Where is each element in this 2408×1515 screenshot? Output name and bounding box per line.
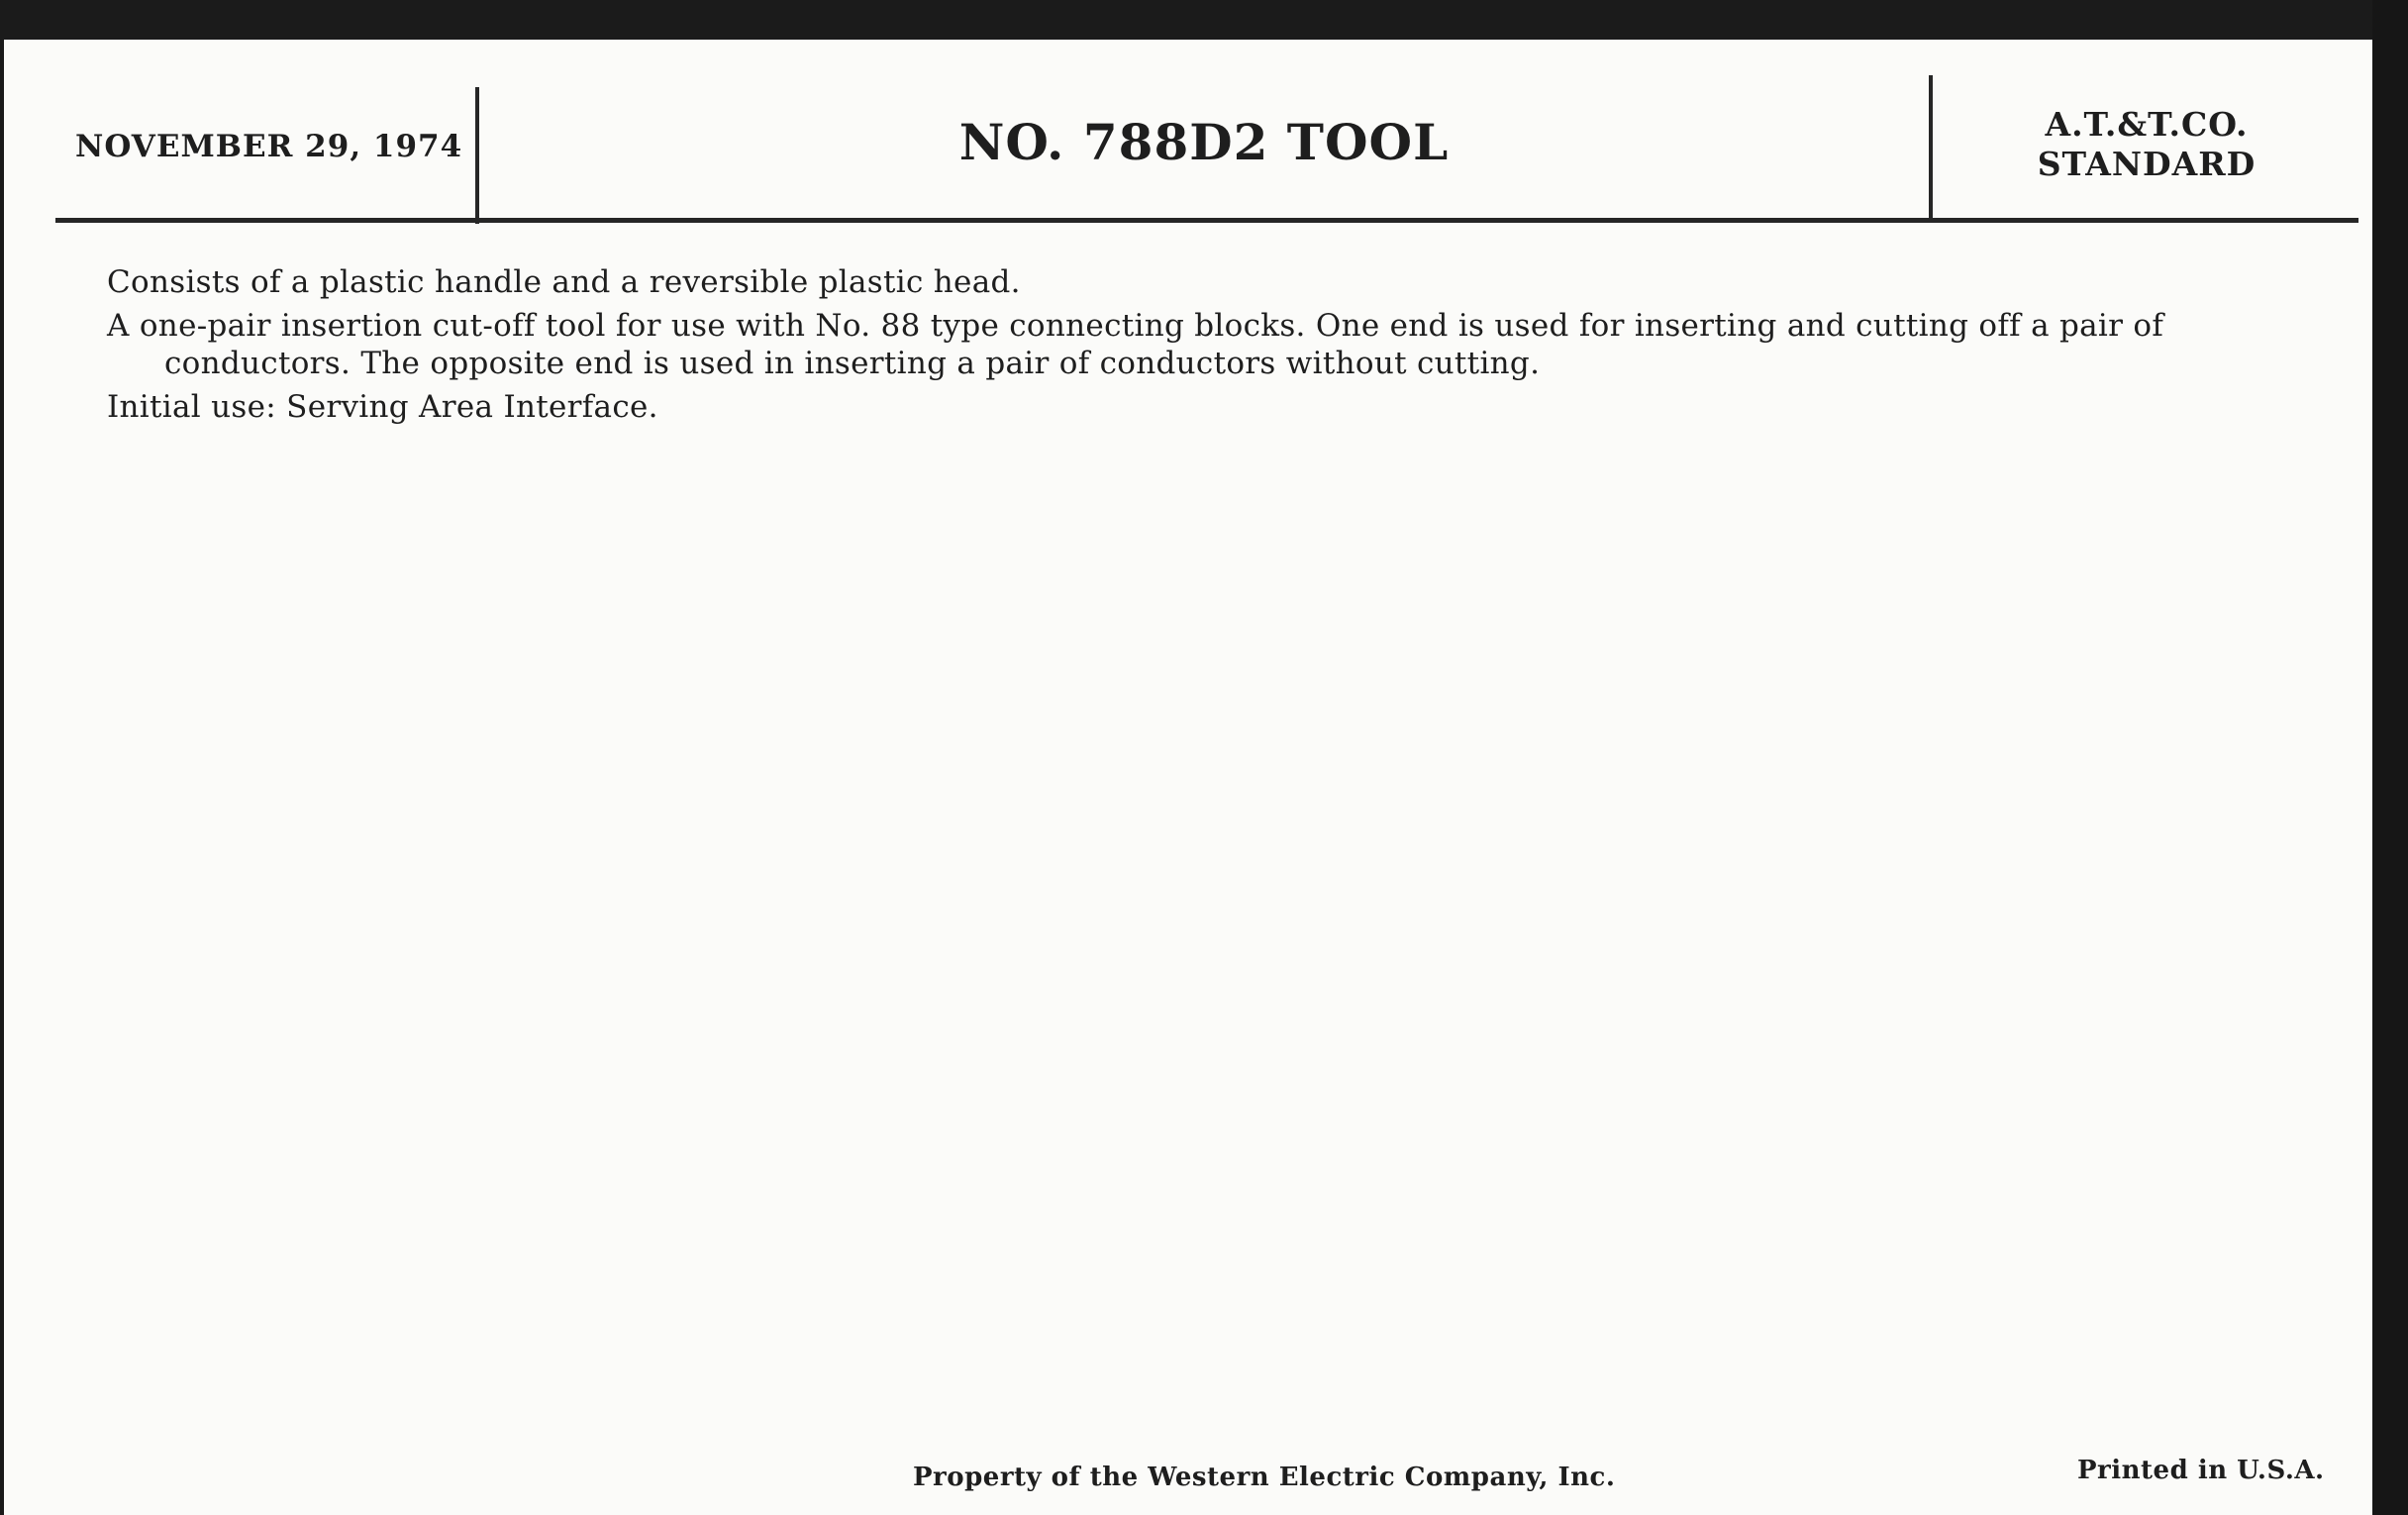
- paragraph-usage: A one-pair insertion cut-off tool for use with No. 88 type connecting blocks. One end is used for inserting and cutting off a pair of conductors. The opposite end is used in inserting a pair of conductors without cutting.: [107, 308, 2164, 381]
- standard-label-line2: STANDARD: [2037, 145, 2257, 183]
- paragraph-description: Consists of a plastic handle and a reversible plastic head.: [107, 264, 1021, 300]
- paragraph-initial-use: Initial use: Serving Area Interface.: [107, 389, 658, 425]
- document-title: NO. 788D2 TOOL: [958, 113, 1450, 171]
- scan-right-border: [2372, 0, 2408, 1515]
- document-body: [107, 263, 2325, 432]
- header-divider-right: [1929, 75, 1933, 220]
- document-card: [4, 40, 2372, 1515]
- scan-top-border: [0, 0, 2408, 40]
- footer-printed: Printed in U.S.A.: [2077, 1456, 2325, 1485]
- header-rule: [55, 218, 2358, 223]
- document-date: NOVEMBER 29, 1974: [75, 129, 463, 164]
- standard-label: [1935, 105, 2358, 184]
- standard-label-line1: A.T.&T.CO.: [2045, 105, 2249, 144]
- footer-property: Property of the Western Electric Company, Inc.: [913, 1463, 1616, 1492]
